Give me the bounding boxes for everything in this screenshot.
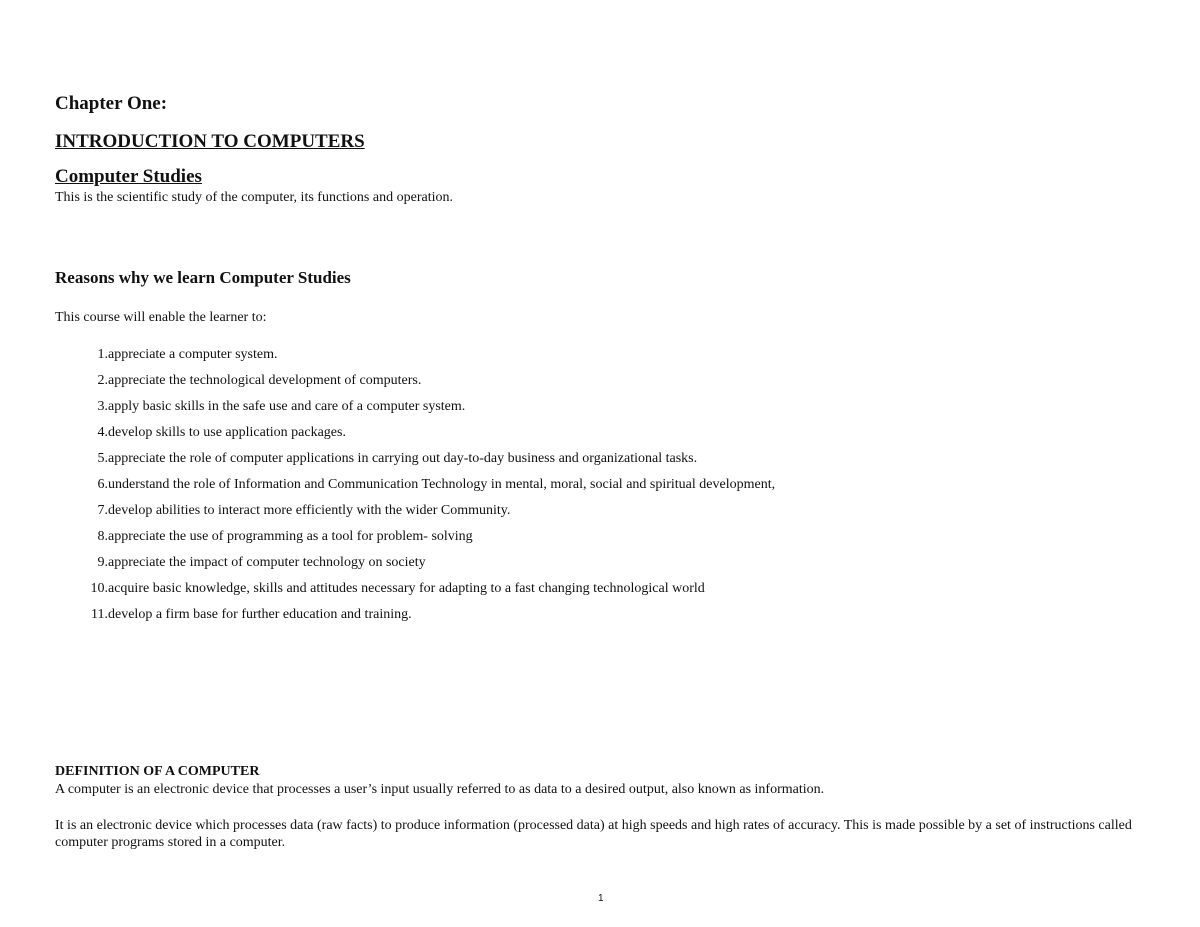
list-item [55,423,775,449]
list-item-number: 1. [97,347,108,362]
list-item [55,475,775,501]
list-item-text: appreciate a computer system. [108,347,278,362]
list-item-text: appreciate the technological development of computers. [108,373,422,388]
list-item-number: 6. [97,477,108,492]
list-item-text: appreciate the use of programming as a tool for problem- solving [108,529,473,544]
list-item-text: acquire basic knowledge, skills and attitudes necessary for adapting to a fast changing technological world [108,581,705,596]
section-heading: Computer Studies [55,166,202,187]
list-item-text: appreciate the role of computer applications in carrying out day-to-day business and organizational tasks. [108,451,698,466]
list-item-text: develop abilities to interact more efficiently with the wider Community. [108,503,511,518]
list-item-text: develop a firm base for further education and training. [108,607,412,622]
list-item [55,527,775,553]
list-item [55,501,775,527]
page-title: INTRODUCTION TO COMPUTERS [55,131,365,152]
list-item-number: 5. [97,451,108,466]
list-item-text: appreciate the impact of computer technology on society [108,555,426,570]
list-item [55,553,775,579]
reasons-heading: Reasons why we learn Computer Studies [55,268,351,287]
list-item-number: 9. [97,555,108,570]
chapter-label: Chapter One: [55,93,168,114]
list-item-number: 10. [90,581,108,596]
definition-paragraph-1: A computer is an electronic device that processes a user’s input usually referred to as data to a desired output, also known as information. [55,782,825,797]
list-item-text: understand the role of Information and Communication Technology in mental, moral, social and spiritual development, [108,477,776,492]
list-item [55,449,775,475]
list-item [55,345,775,371]
section-definition: This is the scientific study of the computer, its functions and operation. [55,190,453,205]
list-item [55,371,775,397]
list-item-text: apply basic skills in the safe use and care of a computer system. [108,399,466,414]
list-item [55,579,775,605]
list-item-number: 8. [97,529,108,544]
list-item [55,397,775,423]
definition-heading: DEFINITION OF A COMPUTER [55,764,260,779]
list-item-number: 11. [91,607,108,622]
list-item-number: 4. [97,425,108,440]
list-item [55,605,775,631]
list-item-number: 3. [97,399,108,414]
objectives-list [55,345,775,631]
definition-paragraph-2: It is an electronic device which processes data (raw facts) to produce information (processed data) at high speeds and high rates of accuracy. This is made possible by a set of instructions called computer programs stored in a computer. [55,818,1132,850]
reasons-intro: This course will enable the learner to: [55,310,267,325]
page-number: 1 [598,893,604,904]
list-item-text: develop skills to use application packages. [108,425,346,440]
list-item-number: 2. [97,373,108,388]
list-item-number: 7. [97,503,108,518]
